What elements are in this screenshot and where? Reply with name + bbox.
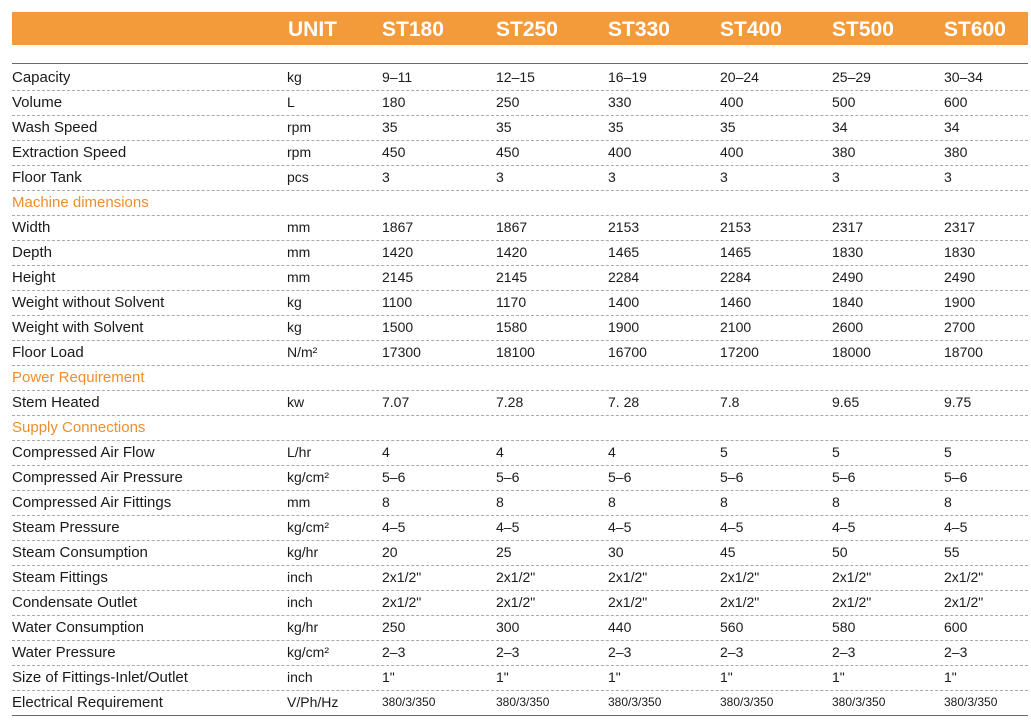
value-cell: 3 bbox=[944, 169, 952, 185]
row-unit: N/m² bbox=[287, 344, 318, 360]
value-cell: 16700 bbox=[608, 344, 647, 360]
row-unit: mm bbox=[287, 244, 311, 260]
value-cell: 4–5 bbox=[944, 519, 968, 535]
value-cell: 380/3/350 bbox=[944, 695, 998, 709]
value-cell: 8 bbox=[720, 494, 728, 510]
row-unit: mm bbox=[287, 269, 311, 285]
value-cell: 5 bbox=[832, 444, 840, 460]
value-cell: 2284 bbox=[720, 269, 752, 285]
value-cell: 1170 bbox=[496, 294, 527, 310]
table-row bbox=[12, 490, 1028, 516]
row-label: Compressed Air Fittings bbox=[12, 494, 172, 511]
header-model: ST180 bbox=[382, 18, 444, 41]
value-cell: 1465 bbox=[608, 244, 640, 260]
row-label: Compressed Air Pressure bbox=[12, 469, 183, 486]
value-cell: 17300 bbox=[382, 344, 421, 360]
value-cell: 380/3/350 bbox=[832, 695, 886, 709]
value-cell: 35 bbox=[496, 119, 512, 135]
row-label: Floor Tank bbox=[12, 169, 82, 186]
value-cell: 1" bbox=[608, 669, 621, 685]
value-cell: 2–3 bbox=[496, 644, 520, 660]
section-row bbox=[12, 190, 1028, 216]
value-cell: 8 bbox=[944, 494, 952, 510]
value-cell: 9.65 bbox=[832, 394, 860, 410]
row-unit: kg/hr bbox=[287, 544, 319, 560]
row-unit: rpm bbox=[287, 119, 312, 135]
value-cell: 1420 bbox=[496, 244, 528, 260]
value-cell: 380/3/350 bbox=[382, 695, 436, 709]
section-row bbox=[12, 365, 1028, 391]
value-cell: 580 bbox=[832, 619, 856, 635]
value-cell: 600 bbox=[944, 94, 968, 110]
table-top-rule bbox=[12, 63, 1028, 64]
value-cell: 20 bbox=[382, 544, 398, 560]
table-row bbox=[12, 315, 1028, 341]
row-label: Electrical Requirement bbox=[12, 694, 163, 711]
row-unit: inch bbox=[287, 669, 313, 685]
table-header bbox=[12, 12, 1028, 45]
row-label: Height bbox=[12, 269, 56, 286]
value-cell: 30–34 bbox=[944, 69, 983, 85]
row-label: Weight with Solvent bbox=[12, 319, 144, 336]
value-cell: 3 bbox=[382, 169, 390, 185]
value-cell: 2x1/2" bbox=[608, 569, 648, 585]
row-label: Size of Fittings-Inlet/Outlet bbox=[12, 669, 188, 686]
section-row bbox=[12, 415, 1028, 441]
row-unit: mm bbox=[287, 219, 311, 235]
value-cell: 5 bbox=[720, 444, 728, 460]
table-row bbox=[12, 615, 1028, 641]
row-unit: kg/cm² bbox=[287, 469, 329, 485]
value-cell: 1830 bbox=[832, 244, 864, 260]
value-cell: 400 bbox=[720, 144, 744, 160]
table-row bbox=[12, 290, 1028, 316]
value-cell: 9.75 bbox=[944, 394, 972, 410]
header-unit: UNIT bbox=[288, 18, 337, 41]
value-cell: 2490 bbox=[944, 269, 976, 285]
value-cell: 180 bbox=[382, 94, 406, 110]
row-label: Wash Speed bbox=[12, 119, 98, 136]
value-cell: 3 bbox=[496, 169, 504, 185]
value-cell: 55 bbox=[944, 544, 960, 560]
value-cell: 2x1/2" bbox=[944, 594, 984, 610]
value-cell: 7.07 bbox=[382, 394, 410, 410]
value-cell: 1500 bbox=[382, 319, 414, 335]
value-cell: 2153 bbox=[608, 219, 640, 235]
value-cell: 9–11 bbox=[382, 69, 413, 85]
value-cell: 600 bbox=[944, 619, 968, 635]
value-cell: 4 bbox=[496, 444, 504, 460]
value-cell: 380/3/350 bbox=[608, 695, 662, 709]
value-cell: 1" bbox=[496, 669, 509, 685]
value-cell: 560 bbox=[720, 619, 744, 635]
value-cell: 380 bbox=[944, 144, 968, 160]
value-cell: 2–3 bbox=[608, 644, 632, 660]
value-cell: 380/3/350 bbox=[496, 695, 550, 709]
row-unit: kg/cm² bbox=[287, 519, 329, 535]
value-cell: 2600 bbox=[832, 319, 864, 335]
value-cell: 20–24 bbox=[720, 69, 759, 85]
value-cell: 8 bbox=[608, 494, 616, 510]
row-unit: kg/hr bbox=[287, 619, 319, 635]
table-row bbox=[12, 115, 1028, 141]
value-cell: 1" bbox=[382, 669, 395, 685]
value-cell: 35 bbox=[608, 119, 624, 135]
header-model: ST600 bbox=[944, 18, 1006, 41]
value-cell: 1830 bbox=[944, 244, 976, 260]
row-label: Width bbox=[12, 219, 51, 236]
value-cell: 1840 bbox=[832, 294, 864, 310]
row-unit: inch bbox=[287, 569, 313, 585]
row-label: Steam Pressure bbox=[12, 519, 120, 536]
value-cell: 34 bbox=[832, 119, 848, 135]
value-cell: 2x1/2" bbox=[382, 569, 422, 585]
value-cell: 1460 bbox=[720, 294, 752, 310]
value-cell: 2x1/2" bbox=[496, 569, 536, 585]
value-cell: 1465 bbox=[720, 244, 752, 260]
value-cell: 1" bbox=[944, 669, 957, 685]
table-row bbox=[12, 215, 1028, 241]
value-cell: 25 bbox=[496, 544, 512, 560]
row-label: Volume bbox=[12, 94, 63, 111]
value-cell: 16–19 bbox=[608, 69, 647, 85]
value-cell: 1" bbox=[832, 669, 845, 685]
value-cell: 7.8 bbox=[720, 394, 740, 410]
table-row bbox=[12, 590, 1028, 616]
value-cell: 2317 bbox=[832, 219, 864, 235]
row-unit: kg/cm² bbox=[287, 644, 329, 660]
table-row bbox=[12, 640, 1028, 666]
row-unit: inch bbox=[287, 594, 313, 610]
value-cell: 2x1/2" bbox=[608, 594, 648, 610]
value-cell: 17200 bbox=[720, 344, 759, 360]
value-cell: 4 bbox=[382, 444, 390, 460]
row-label: Stem Heated bbox=[12, 394, 100, 411]
header-model: ST500 bbox=[832, 18, 894, 41]
value-cell: 2x1/2" bbox=[720, 594, 760, 610]
value-cell: 4 bbox=[608, 444, 616, 460]
table-row bbox=[12, 390, 1028, 416]
value-cell: 400 bbox=[720, 94, 744, 110]
row-label: Floor Load bbox=[12, 344, 84, 361]
table-row bbox=[12, 140, 1028, 166]
value-cell: 380/3/350 bbox=[720, 695, 774, 709]
value-cell: 3 bbox=[720, 169, 728, 185]
value-cell: 2284 bbox=[608, 269, 640, 285]
row-label: Water Pressure bbox=[12, 644, 116, 661]
row-unit: pcs bbox=[287, 169, 309, 185]
value-cell: 45 bbox=[720, 544, 736, 560]
header-model: ST400 bbox=[720, 18, 782, 41]
value-cell: 5–6 bbox=[382, 469, 406, 485]
value-cell: 1900 bbox=[608, 319, 640, 335]
table-row bbox=[12, 540, 1028, 566]
row-label: Extraction Speed bbox=[12, 144, 127, 161]
value-cell: 250 bbox=[382, 619, 406, 635]
value-cell: 1420 bbox=[382, 244, 414, 260]
value-cell: 1867 bbox=[382, 219, 414, 235]
row-unit: V/Ph/Hz bbox=[287, 694, 339, 710]
table-row bbox=[12, 465, 1028, 491]
value-cell: 450 bbox=[496, 144, 520, 160]
value-cell: 30 bbox=[608, 544, 624, 560]
value-cell: 18100 bbox=[496, 344, 535, 360]
value-cell: 8 bbox=[382, 494, 390, 510]
value-cell: 5–6 bbox=[496, 469, 520, 485]
value-cell: 35 bbox=[382, 119, 398, 135]
value-cell: 4–5 bbox=[720, 519, 744, 535]
value-cell: 5 bbox=[944, 444, 952, 460]
value-cell: 2x1/2" bbox=[944, 569, 984, 585]
value-cell: 5–6 bbox=[720, 469, 744, 485]
section-heading: Machine dimensions bbox=[12, 194, 149, 211]
row-label: Compressed Air Flow bbox=[12, 444, 155, 461]
row-unit: kg bbox=[287, 319, 302, 335]
value-cell: 3 bbox=[832, 169, 840, 185]
row-label: Capacity bbox=[12, 69, 71, 86]
table-row bbox=[12, 665, 1028, 691]
row-label: Condensate Outlet bbox=[12, 594, 138, 611]
value-cell: 450 bbox=[382, 144, 406, 160]
value-cell: 18000 bbox=[832, 344, 871, 360]
value-cell: 2700 bbox=[944, 319, 976, 335]
value-cell: 5–6 bbox=[832, 469, 856, 485]
value-cell: 1900 bbox=[944, 294, 976, 310]
value-cell: 50 bbox=[832, 544, 848, 560]
value-cell: 1" bbox=[720, 669, 733, 685]
value-cell: 4–5 bbox=[496, 519, 520, 535]
value-cell: 1580 bbox=[496, 319, 528, 335]
table-row bbox=[12, 690, 1028, 716]
value-cell: 5–6 bbox=[608, 469, 632, 485]
value-cell: 4–5 bbox=[382, 519, 406, 535]
table-row bbox=[12, 165, 1028, 191]
table-row bbox=[12, 440, 1028, 466]
value-cell: 1100 bbox=[382, 294, 413, 310]
section-heading: Power Requirement bbox=[12, 369, 145, 386]
row-label: Weight without Solvent bbox=[12, 294, 165, 311]
value-cell: 34 bbox=[944, 119, 960, 135]
value-cell: 500 bbox=[832, 94, 856, 110]
value-cell: 2x1/2" bbox=[496, 594, 536, 610]
value-cell: 1867 bbox=[496, 219, 528, 235]
row-label: Steam Fittings bbox=[12, 569, 108, 586]
value-cell: 8 bbox=[496, 494, 504, 510]
value-cell: 2x1/2" bbox=[382, 594, 422, 610]
row-unit: kg bbox=[287, 69, 302, 85]
row-label: Water Consumption bbox=[12, 619, 144, 636]
value-cell: 2153 bbox=[720, 219, 752, 235]
value-cell: 2–3 bbox=[944, 644, 968, 660]
value-cell: 4–5 bbox=[608, 519, 632, 535]
value-cell: 18700 bbox=[944, 344, 983, 360]
header-model: ST330 bbox=[608, 18, 670, 41]
row-label: Steam Consumption bbox=[12, 544, 148, 561]
table-row bbox=[12, 90, 1028, 116]
row-unit: mm bbox=[287, 494, 311, 510]
row-unit: L bbox=[287, 94, 295, 110]
value-cell: 8 bbox=[832, 494, 840, 510]
value-cell: 2–3 bbox=[720, 644, 744, 660]
section-heading: Supply Connections bbox=[12, 419, 146, 436]
value-cell: 2x1/2" bbox=[832, 594, 872, 610]
value-cell: 12–15 bbox=[496, 69, 535, 85]
value-cell: 5–6 bbox=[944, 469, 968, 485]
row-unit: kw bbox=[287, 394, 305, 410]
value-cell: 1400 bbox=[608, 294, 640, 310]
value-cell: 4–5 bbox=[832, 519, 856, 535]
value-cell: 400 bbox=[608, 144, 632, 160]
value-cell: 440 bbox=[608, 619, 632, 635]
header-model: ST250 bbox=[496, 18, 558, 41]
value-cell: 2490 bbox=[832, 269, 864, 285]
table-row bbox=[12, 340, 1028, 366]
table-row bbox=[12, 65, 1028, 91]
table-row bbox=[12, 515, 1028, 541]
row-unit: L/hr bbox=[287, 444, 312, 460]
value-cell: 25–29 bbox=[832, 69, 871, 85]
row-unit: rpm bbox=[287, 144, 312, 160]
value-cell: 380 bbox=[832, 144, 856, 160]
value-cell: 2145 bbox=[382, 269, 414, 285]
value-cell: 2145 bbox=[496, 269, 528, 285]
table-row bbox=[12, 240, 1028, 266]
value-cell: 7. 28 bbox=[608, 394, 640, 410]
value-cell: 2–3 bbox=[382, 644, 406, 660]
value-cell: 35 bbox=[720, 119, 736, 135]
value-cell: 2x1/2" bbox=[832, 569, 872, 585]
table-row bbox=[12, 565, 1028, 591]
value-cell: 300 bbox=[496, 619, 520, 635]
table-row bbox=[12, 265, 1028, 291]
row-label: Depth bbox=[12, 244, 53, 261]
value-cell: 3 bbox=[608, 169, 616, 185]
value-cell: 7.28 bbox=[496, 394, 524, 410]
value-cell: 2x1/2" bbox=[720, 569, 760, 585]
value-cell: 2317 bbox=[944, 219, 976, 235]
value-cell: 2–3 bbox=[832, 644, 856, 660]
value-cell: 250 bbox=[496, 94, 520, 110]
value-cell: 330 bbox=[608, 94, 632, 110]
row-unit: kg bbox=[287, 294, 302, 310]
value-cell: 2100 bbox=[720, 319, 752, 335]
